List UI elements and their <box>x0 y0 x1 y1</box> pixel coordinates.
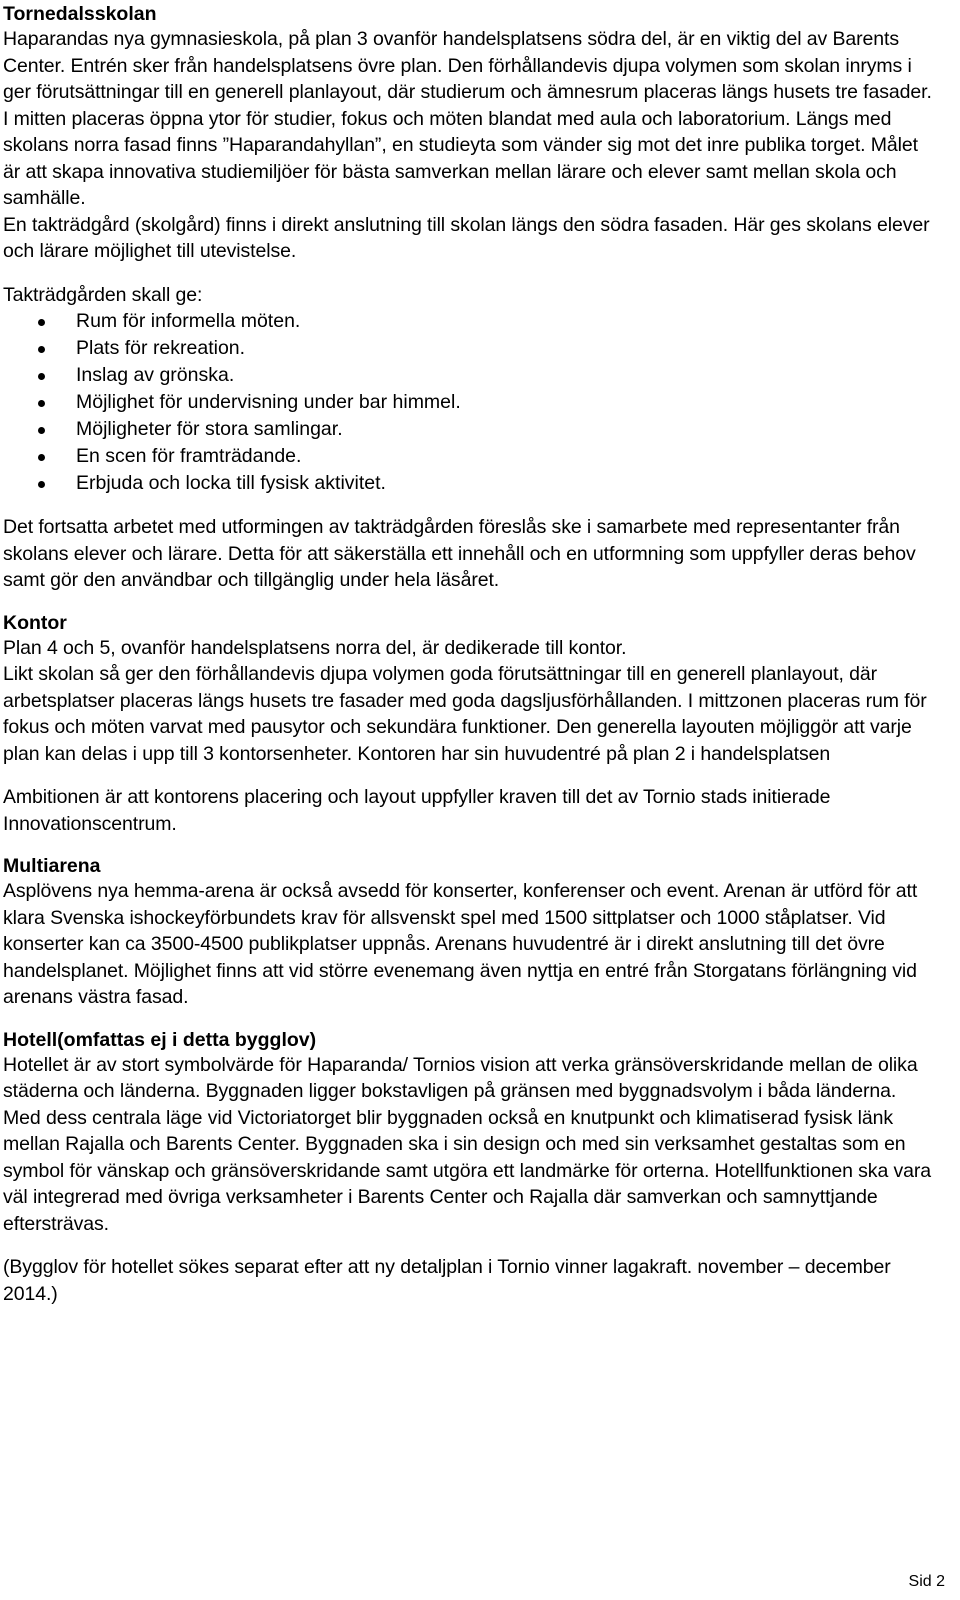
document-content <box>3 2 938 1307</box>
bullet-icon <box>38 346 45 353</box>
list-item-text: Rum för informella möten. <box>76 310 301 332</box>
page-number: Sid 2 <box>908 1573 945 1590</box>
hotel-body: Hotellet är av stort symbolvärde för Haparanda/ Tornios vision att verka gränsöverskridande mellan de olika städerna och länderna. Byggnaden ligger bokstavligen på gränsen med byggnadsvolym i båda länderna. Med dess centrala läge vid Victoriatorget blir byggnaden också en knutpunkt och klimatiserad fysisk länk mellan Rajalla och Barents Center. Byggnaden ska i sin design och med sin verksamhet gestaltas som en symbol för vänskap och gränsöverskridande samt utgöra ett landmärke för orterna. Hotellfunktionen ska vara väl integrerad med övriga verksamheter i Barents Center och Rajalla där samverkan och samnyttjande eftersträvas. <box>3 1053 932 1235</box>
list-item <box>3 335 938 362</box>
spacer <box>3 767 938 784</box>
list-item-text: Erbjuda och locka till fysisk aktivitet. <box>76 472 386 494</box>
spacer <box>3 265 938 282</box>
office-body: Likt skolan så ger den förhållandevis djupa volymen goda förutsättningar till en generell planlayout, där arbetsplatser placeras längs husets tre fasader med goda dagsljusförhållanden. I mittzonen placeras rum för fokus och möten varvat med pausytor och sekundära funktioner. Den generella layouten möjliggör att varje plan kan delas i upp till 3 kontorsenheter. Kontoren har sin huvudentré på plan 2 i handelsplatsen <box>3 663 927 765</box>
list-item-text: Plats för rekreation. <box>76 337 246 359</box>
list-item-text: Inslag av grönska. <box>76 364 235 386</box>
bullet-icon <box>38 454 45 461</box>
bullet-icon <box>38 481 45 488</box>
spacer <box>3 497 938 514</box>
spacer <box>3 594 938 611</box>
hotel-heading: Hotell(omfattas ej i detta bygglov) <box>3 1028 317 1051</box>
school-body: Haparandas nya gymnasieskola, på plan 3 ovanför handelsplatsens södra del, är en viktig del av Barents Center. Entrén sker från handelsplatsens övre plan. Den förhållandevis djupa volymen som skolan inryms i ger förutsättningar till en generell planlayout, där studierum och ämnesrum placeras längs husets tre fasader. I mitten placeras öppna ytor för studier, fokus och möten blandat med aula och laboratorium. Längs med skolans norra fasad finns ”Haparandahyllan”, en studieyta som vänder sig mot det inre publika torget. Målet är att skapa innovativa studiemiljöer för bästa samverkan mellan lärare och elever samt mellan skola och samhälle. <box>3 28 932 209</box>
arena-heading: Multiarena <box>3 855 101 877</box>
roof-garden-list <box>3 308 938 497</box>
bullet-icon <box>38 400 45 407</box>
school-body-roof: En takträdgård (skolgård) finns i direkt anslutning till skolan längs den södra fasaden. Här ges skolans elever och lärare möjlighet till utevistelse. <box>3 213 930 262</box>
spacer <box>3 837 938 854</box>
school-heading: Tornedalsskolan <box>3 3 157 25</box>
hotel-note: (Bygglov för hotellet sökes separat efter att ny detaljplan i Tornio vinner lagakraft. november – december 2014.) <box>3 1256 891 1305</box>
list-item <box>3 362 938 389</box>
list-item-text: En scen för framträdande. <box>76 445 302 467</box>
office-heading: Kontor <box>3 611 67 634</box>
bullet-icon <box>38 427 45 434</box>
office-line: Plan 4 och 5, ovanför handelsplatsens norra del, är dedikerade till kontor. <box>3 636 627 659</box>
list-item <box>3 308 938 335</box>
roof-garden-intro: Takträdgården skall ge: <box>3 283 203 306</box>
list-item-text: Möjlighet för undervisning under bar himmel. <box>76 391 461 413</box>
bullet-icon <box>38 319 45 326</box>
bullet-icon <box>38 373 45 380</box>
spacer <box>3 1237 938 1254</box>
arena-body: Asplövens nya hemma-arena är också avsedd för konserter, konferenser och event. Arenan är utförd för att klara Svenska ishockeyförbundets krav för allsvenskt spel med 1500 sittplatser och 1000 ståplatser. Vid konserter kan ca 3500-4500 publikplatser uppnås. Arenans huvudentré är i direkt anslutning till det övre handelsplanet. Möjlighet finns att vid större evenemang även nyttja en entré från Storgatans förlängning vid arenans västra fasad. <box>3 880 918 1008</box>
list-item <box>3 389 938 416</box>
list-item <box>3 416 938 443</box>
roof-garden-followup: Det fortsatta arbetet med utformingen av takträdgården föreslås ske i samarbete med representanter från skolans elever och lärare. Detta för att säkerställa ett innehåll och en utformning som uppfyller deras behov samt gör den användbar och tillgänglig under hela läsåret. <box>3 516 916 591</box>
list-item-text: Möjligheter för stora samlingar. <box>76 418 343 440</box>
list-item <box>3 470 938 497</box>
office-ambition: Ambitionen är att kontorens placering och layout uppfyller kraven till det av Tornio stads initierade Innovationscentrum. <box>3 786 831 835</box>
spacer <box>3 1011 938 1028</box>
list-item <box>3 443 938 470</box>
